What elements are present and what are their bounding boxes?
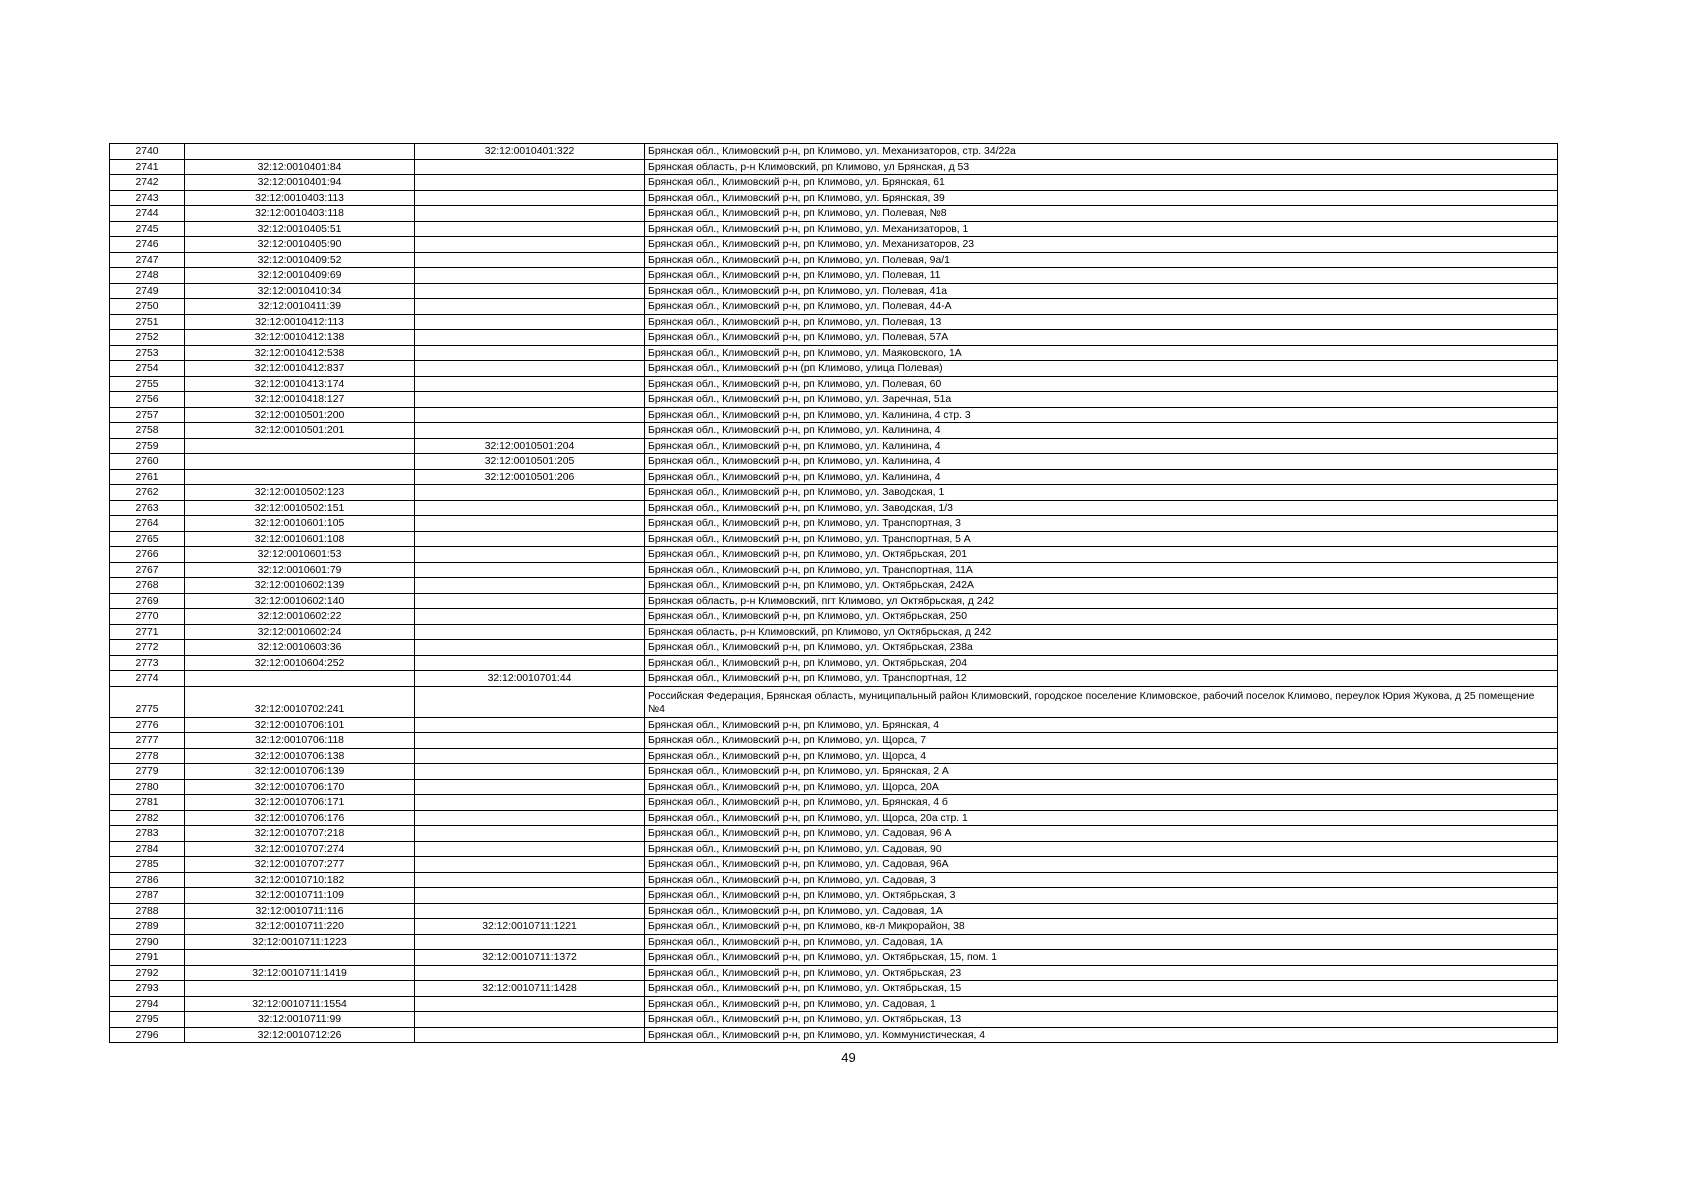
table-row	[110, 221, 1558, 237]
cadastral-number: 32:12:0010412:113	[185, 314, 415, 330]
cadastral-number-secondary	[415, 268, 645, 284]
table-row	[110, 965, 1558, 981]
cadastral-number-secondary	[415, 345, 645, 361]
row-number: 2741	[110, 159, 185, 175]
cadastral-number: 32:12:0010706:170	[185, 779, 415, 795]
table-row	[110, 934, 1558, 950]
address-cell: Брянская обл., Климовский р-н, рп Климово, ул. Полевая, №8	[645, 206, 1558, 222]
table-row	[110, 779, 1558, 795]
address-cell: Брянская обл., Климовский р-н, рп Климово, ул. Полевая, 9а/1	[645, 252, 1558, 268]
address-cell: Брянская обл., Климовский р-н, рп Климово, ул. Полевая, 57А	[645, 330, 1558, 346]
cadastral-number-secondary	[415, 314, 645, 330]
row-number: 2746	[110, 237, 185, 253]
table-row	[110, 841, 1558, 857]
cadastral-number-secondary: 32:12:0010501:205	[415, 454, 645, 470]
cadastral-number: 32:12:0010604:252	[185, 655, 415, 671]
cadastral-number: 32:12:0010602:24	[185, 624, 415, 640]
table-row	[110, 438, 1558, 454]
cadastral-number: 32:12:0010403:113	[185, 190, 415, 206]
cadastral-number: 32:12:0010710:182	[185, 872, 415, 888]
cadastral-number-secondary	[415, 407, 645, 423]
address-cell: Брянская обл., Климовский р-н, рп Климово, ул. Заречная, 51а	[645, 392, 1558, 408]
row-number: 2770	[110, 609, 185, 625]
row-number: 2781	[110, 795, 185, 811]
cadastral-number-secondary	[415, 826, 645, 842]
cadastral-number-secondary	[415, 1012, 645, 1028]
row-number: 2761	[110, 469, 185, 485]
table-row	[110, 485, 1558, 501]
address-cell: Брянская обл., Климовский р-н, рп Климово, ул. Садовая, 3	[645, 872, 1558, 888]
address-cell: Брянская обл., Климовский р-н, рп Климово, ул. Щорса, 4	[645, 748, 1558, 764]
property-table	[109, 143, 1558, 1043]
cadastral-number-secondary	[415, 252, 645, 268]
table-row	[110, 593, 1558, 609]
cadastral-number: 32:12:0010412:837	[185, 361, 415, 377]
cadastral-number	[185, 671, 415, 687]
row-number: 2751	[110, 314, 185, 330]
row-number: 2788	[110, 903, 185, 919]
cadastral-number	[185, 981, 415, 997]
cadastral-number: 32:12:0010602:139	[185, 578, 415, 594]
cadastral-number-secondary	[415, 221, 645, 237]
row-number: 2790	[110, 934, 185, 950]
table-row	[110, 950, 1558, 966]
page-number: 49	[841, 1050, 856, 1065]
row-number: 2750	[110, 299, 185, 315]
cadastral-number: 32:12:0010707:218	[185, 826, 415, 842]
cadastral-number: 32:12:0010405:90	[185, 237, 415, 253]
cadastral-number: 32:12:0010601:105	[185, 516, 415, 532]
cadastral-number-secondary	[415, 1027, 645, 1043]
row-number: 2748	[110, 268, 185, 284]
table-row	[110, 609, 1558, 625]
row-number: 2793	[110, 981, 185, 997]
row-number: 2768	[110, 578, 185, 594]
table-row	[110, 268, 1558, 284]
row-number: 2759	[110, 438, 185, 454]
cadastral-number-secondary	[415, 733, 645, 749]
table-row	[110, 345, 1558, 361]
row-number: 2744	[110, 206, 185, 222]
cadastral-number-secondary	[415, 810, 645, 826]
row-number: 2785	[110, 857, 185, 873]
cadastral-number: 32:12:0010711:220	[185, 919, 415, 935]
row-number: 2769	[110, 593, 185, 609]
address-cell: Брянская область, р-н Климовский, пгт Климово, ул Октябрьская, д 242	[645, 593, 1558, 609]
cadastral-number-secondary: 32:12:0010501:206	[415, 469, 645, 485]
cadastral-number-secondary	[415, 686, 645, 717]
address-cell: Брянская обл., Климовский р-н, рп Климово, ул. Садовая, 1	[645, 996, 1558, 1012]
address-cell: Брянская обл., Климовский р-н, рп Климово, ул. Маяковского, 1А	[645, 345, 1558, 361]
cadastral-number: 32:12:0010412:138	[185, 330, 415, 346]
cadastral-number: 32:12:0010418:127	[185, 392, 415, 408]
row-number: 2765	[110, 531, 185, 547]
cadastral-number-secondary	[415, 392, 645, 408]
table-row	[110, 655, 1558, 671]
cadastral-number-secondary	[415, 640, 645, 656]
row-number: 2767	[110, 562, 185, 578]
table-row	[110, 686, 1558, 717]
row-number: 2777	[110, 733, 185, 749]
cadastral-number-secondary: 32:12:0010501:204	[415, 438, 645, 454]
address-cell: Брянская обл., Климовский р-н, рп Климово, ул. Полевая, 60	[645, 376, 1558, 392]
cadastral-number: 32:12:0010603:36	[185, 640, 415, 656]
address-cell: Брянская обл., Климовский р-н, рп Климово, ул. Щорса, 20А	[645, 779, 1558, 795]
table-row	[110, 206, 1558, 222]
cadastral-number: 32:12:0010706:118	[185, 733, 415, 749]
cadastral-number: 32:12:0010401:84	[185, 159, 415, 175]
cadastral-number: 32:12:0010601:53	[185, 547, 415, 563]
row-number: 2740	[110, 144, 185, 160]
cadastral-number-secondary	[415, 547, 645, 563]
table-row	[110, 795, 1558, 811]
cadastral-number-secondary	[415, 361, 645, 377]
address-cell: Брянская обл., Климовский р-н, рп Климово, ул. Калинина, 4 стр. 3	[645, 407, 1558, 423]
cadastral-number-secondary: 32:12:0010401:322	[415, 144, 645, 160]
row-number: 2784	[110, 841, 185, 857]
cadastral-number-secondary	[415, 593, 645, 609]
cadastral-number: 32:12:0010409:69	[185, 268, 415, 284]
cadastral-number-secondary: 32:12:0010701:44	[415, 671, 645, 687]
row-number: 2772	[110, 640, 185, 656]
table-row	[110, 748, 1558, 764]
cadastral-number-secondary	[415, 578, 645, 594]
cadastral-number-secondary	[415, 857, 645, 873]
cadastral-number-secondary	[415, 531, 645, 547]
table-body	[110, 144, 1558, 1043]
table-row	[110, 159, 1558, 175]
address-cell: Брянская обл., Климовский р-н, рп Климово, ул. Полевая, 11	[645, 268, 1558, 284]
row-number: 2783	[110, 826, 185, 842]
table-row	[110, 1027, 1558, 1043]
cadastral-number: 32:12:0010711:99	[185, 1012, 415, 1028]
row-number: 2795	[110, 1012, 185, 1028]
row-number: 2757	[110, 407, 185, 423]
table-row	[110, 857, 1558, 873]
cadastral-number-secondary: 32:12:0010711:1428	[415, 981, 645, 997]
cadastral-number: 32:12:0010501:201	[185, 423, 415, 439]
cadastral-number-secondary	[415, 965, 645, 981]
cadastral-number: 32:12:0010502:123	[185, 485, 415, 501]
table-row	[110, 810, 1558, 826]
address-cell: Брянская обл., Климовский р-н, рп Климово, ул. Щорса, 20а стр. 1	[645, 810, 1558, 826]
cadastral-number: 32:12:0010409:52	[185, 252, 415, 268]
row-number: 2755	[110, 376, 185, 392]
cadastral-number: 32:12:0010711:1223	[185, 934, 415, 950]
cadastral-number-secondary	[415, 190, 645, 206]
address-cell: Брянская обл., Климовский р-н, рп Климово, ул. Заводская, 1	[645, 485, 1558, 501]
address-cell: Брянская обл., Климовский р-н, рп Климово, ул. Садовая, 1А	[645, 934, 1558, 950]
cadastral-number	[185, 438, 415, 454]
address-cell: Российская Федерация, Брянская область, муниципальный район Климовский, городское поселение Климовское, рабочий поселок Климово, переулок Юрия Жукова, д 25 помещение №4	[645, 686, 1558, 717]
table-row	[110, 299, 1558, 315]
table-row	[110, 330, 1558, 346]
table-row	[110, 531, 1558, 547]
cadastral-number: 32:12:0010403:118	[185, 206, 415, 222]
table-row	[110, 376, 1558, 392]
cadastral-number-secondary	[415, 609, 645, 625]
cadastral-number-secondary	[415, 562, 645, 578]
table-row	[110, 624, 1558, 640]
address-cell: Брянская обл., Климовский р-н, рп Климово, ул. Садовая, 96А	[645, 857, 1558, 873]
cadastral-number: 32:12:0010602:22	[185, 609, 415, 625]
address-cell: Брянская обл., Климовский р-н, рп Климово, ул. Октябрьская, 23	[645, 965, 1558, 981]
row-number: 2747	[110, 252, 185, 268]
cadastral-number-secondary	[415, 175, 645, 191]
row-number: 2766	[110, 547, 185, 563]
cadastral-number: 32:12:0010601:79	[185, 562, 415, 578]
table-row	[110, 1012, 1558, 1028]
address-cell: Брянская обл., Климовский р-н, рп Климово, ул. Октябрьская, 250	[645, 609, 1558, 625]
cadastral-number: 32:12:0010702:241	[185, 686, 415, 717]
cadastral-number-secondary	[415, 779, 645, 795]
table-row	[110, 423, 1558, 439]
cadastral-number: 32:12:0010411:39	[185, 299, 415, 315]
cadastral-number-secondary	[415, 795, 645, 811]
cadastral-number: 32:12:0010401:94	[185, 175, 415, 191]
cadastral-number-secondary	[415, 888, 645, 904]
address-cell: Брянская обл., Климовский р-н, рп Климово, ул. Коммунистическая, 4	[645, 1027, 1558, 1043]
row-number: 2760	[110, 454, 185, 470]
table-row	[110, 671, 1558, 687]
row-number: 2752	[110, 330, 185, 346]
cadastral-number-secondary	[415, 376, 645, 392]
address-cell: Брянская область, р-н Климовский, рп Климово, ул Октябрьская, д 242	[645, 624, 1558, 640]
address-cell: Брянская обл., Климовский р-н, рп Климово, ул. Брянская, 61	[645, 175, 1558, 191]
address-cell: Брянская обл., Климовский р-н, рп Климово, ул. Октябрьская, 238а	[645, 640, 1558, 656]
table-row	[110, 314, 1558, 330]
row-number: 2762	[110, 485, 185, 501]
cadastral-number-secondary	[415, 841, 645, 857]
address-cell: Брянская обл., Климовский р-н, рп Климово, ул. Октябрьская, 204	[645, 655, 1558, 671]
cadastral-number-secondary	[415, 206, 645, 222]
cadastral-number-secondary	[415, 872, 645, 888]
address-cell: Брянская обл., Климовский р-н, рп Климово, кв-л Микрорайон, 38	[645, 919, 1558, 935]
cadastral-number-secondary	[415, 283, 645, 299]
address-cell: Брянская обл., Климовский р-н, рп Климово, ул. Щорса, 7	[645, 733, 1558, 749]
table-row	[110, 733, 1558, 749]
table-row	[110, 392, 1558, 408]
row-number: 2764	[110, 516, 185, 532]
cadastral-number-secondary	[415, 237, 645, 253]
cadastral-number-secondary	[415, 423, 645, 439]
cadastral-number-secondary	[415, 624, 645, 640]
address-cell: Брянская обл., Климовский р-н, рп Климово, ул. Транспортная, 3	[645, 516, 1558, 532]
cadastral-number: 32:12:0010712:26	[185, 1027, 415, 1043]
table-row	[110, 547, 1558, 563]
row-number: 2763	[110, 500, 185, 516]
cadastral-number: 32:12:0010706:176	[185, 810, 415, 826]
row-number: 2756	[110, 392, 185, 408]
address-cell: Брянская обл., Климовский р-н, рп Климово, ул. Садовая, 1А	[645, 903, 1558, 919]
cadastral-number-secondary	[415, 748, 645, 764]
cadastral-number-secondary	[415, 516, 645, 532]
address-cell: Брянская обл., Климовский р-н, рп Климово, ул. Брянская, 4 б	[645, 795, 1558, 811]
cadastral-number	[185, 454, 415, 470]
address-cell: Брянская область, р-н Климовский, рп Климово, ул Брянская, д 53	[645, 159, 1558, 175]
address-cell: Брянская обл., Климовский р-н, рп Климово, ул. Полевая, 13	[645, 314, 1558, 330]
table-row	[110, 640, 1558, 656]
address-cell: Брянская обл., Климовский р-н, рп Климово, ул. Октябрьская, 15, пом. 1	[645, 950, 1558, 966]
row-number: 2749	[110, 283, 185, 299]
table-row	[110, 981, 1558, 997]
cadastral-number: 32:12:0010501:200	[185, 407, 415, 423]
address-cell: Брянская обл., Климовский р-н, рп Климово, ул. Механизаторов, 23	[645, 237, 1558, 253]
address-cell: Брянская обл., Климовский р-н, рп Климово, ул. Октябрьская, 15	[645, 981, 1558, 997]
cadastral-number: 32:12:0010711:109	[185, 888, 415, 904]
cadastral-number: 32:12:0010413:174	[185, 376, 415, 392]
table-row	[110, 826, 1558, 842]
row-number: 2782	[110, 810, 185, 826]
address-cell: Брянская обл., Климовский р-н, рп Климово, ул. Калинина, 4	[645, 469, 1558, 485]
row-number: 2776	[110, 717, 185, 733]
cadastral-number: 32:12:0010711:1554	[185, 996, 415, 1012]
row-number: 2753	[110, 345, 185, 361]
row-number: 2787	[110, 888, 185, 904]
cadastral-number: 32:12:0010706:101	[185, 717, 415, 733]
address-cell: Брянская обл., Климовский р-н, рп Климово, ул. Октябрьская, 201	[645, 547, 1558, 563]
row-number: 2754	[110, 361, 185, 377]
cadastral-number-secondary: 32:12:0010711:1221	[415, 919, 645, 935]
cadastral-number: 32:12:0010706:138	[185, 748, 415, 764]
address-cell: Брянская обл., Климовский р-н, рп Климово, ул. Механизаторов, стр. 34/22а	[645, 144, 1558, 160]
address-cell: Брянская обл., Климовский р-н (рп Климово, улица Полевая)	[645, 361, 1558, 377]
address-cell: Брянская обл., Климовский р-н, рп Климово, ул. Транспортная, 11А	[645, 562, 1558, 578]
cadastral-number-secondary: 32:12:0010711:1372	[415, 950, 645, 966]
cadastral-number: 32:12:0010707:277	[185, 857, 415, 873]
row-number: 2745	[110, 221, 185, 237]
address-cell: Брянская обл., Климовский р-н, рп Климово, ул. Полевая, 44-А	[645, 299, 1558, 315]
cadastral-number-secondary	[415, 717, 645, 733]
address-cell: Брянская обл., Климовский р-н, рп Климово, ул. Брянская, 2 А	[645, 764, 1558, 780]
row-number: 2775	[110, 686, 185, 717]
table-row	[110, 872, 1558, 888]
address-cell: Брянская обл., Климовский р-н, рп Климово, ул. Октябрьская, 3	[645, 888, 1558, 904]
table-row	[110, 888, 1558, 904]
row-number: 2796	[110, 1027, 185, 1043]
row-number: 2758	[110, 423, 185, 439]
row-number: 2780	[110, 779, 185, 795]
row-number: 2791	[110, 950, 185, 966]
table-row	[110, 903, 1558, 919]
table-row	[110, 469, 1558, 485]
address-cell: Брянская обл., Климовский р-н, рп Климово, ул. Калинина, 4	[645, 423, 1558, 439]
cadastral-number-secondary	[415, 655, 645, 671]
table-row	[110, 144, 1558, 160]
cadastral-number	[185, 469, 415, 485]
cadastral-number-secondary	[415, 934, 645, 950]
cadastral-number-secondary	[415, 330, 645, 346]
cadastral-number-secondary	[415, 903, 645, 919]
table-row	[110, 283, 1558, 299]
cadastral-number: 32:12:0010405:51	[185, 221, 415, 237]
cadastral-number: 32:12:0010707:274	[185, 841, 415, 857]
row-number: 2771	[110, 624, 185, 640]
address-cell: Брянская обл., Климовский р-н, рп Климово, ул. Садовая, 96 А	[645, 826, 1558, 842]
row-number: 2779	[110, 764, 185, 780]
cadastral-number-secondary	[415, 996, 645, 1012]
cadastral-number	[185, 950, 415, 966]
address-cell: Брянская обл., Климовский р-н, рп Климово, ул. Калинина, 4	[645, 438, 1558, 454]
row-number: 2786	[110, 872, 185, 888]
address-cell: Брянская обл., Климовский р-н, рп Климово, ул. Октябрьская, 242А	[645, 578, 1558, 594]
cadastral-number: 32:12:0010706:171	[185, 795, 415, 811]
cadastral-number: 32:12:0010502:151	[185, 500, 415, 516]
table-row	[110, 407, 1558, 423]
row-number: 2792	[110, 965, 185, 981]
address-cell: Брянская обл., Климовский р-н, рп Климово, ул. Механизаторов, 1	[645, 221, 1558, 237]
address-cell: Брянская обл., Климовский р-н, рп Климово, ул. Октябрьская, 13	[645, 1012, 1558, 1028]
table-row	[110, 764, 1558, 780]
address-cell: Брянская обл., Климовский р-н, рп Климово, ул. Полевая, 41а	[645, 283, 1558, 299]
table-row	[110, 996, 1558, 1012]
table-row	[110, 717, 1558, 733]
address-cell: Брянская обл., Климовский р-н, рп Климово, ул. Калинина, 4	[645, 454, 1558, 470]
cadastral-number: 32:12:0010412:538	[185, 345, 415, 361]
table-row	[110, 175, 1558, 191]
cadastral-number: 32:12:0010601:108	[185, 531, 415, 547]
address-cell: Брянская обл., Климовский р-н, рп Климово, ул. Заводская, 1/3	[645, 500, 1558, 516]
cadastral-number-secondary	[415, 764, 645, 780]
table-row	[110, 562, 1558, 578]
row-number: 2778	[110, 748, 185, 764]
table-row	[110, 237, 1558, 253]
table-row	[110, 919, 1558, 935]
row-number: 2794	[110, 996, 185, 1012]
table-row	[110, 190, 1558, 206]
cadastral-number-secondary	[415, 500, 645, 516]
table-row	[110, 578, 1558, 594]
address-cell: Брянская обл., Климовский р-н, рп Климово, ул. Садовая, 90	[645, 841, 1558, 857]
table-row	[110, 252, 1558, 268]
address-cell: Брянская обл., Климовский р-н, рп Климово, ул. Транспортная, 12	[645, 671, 1558, 687]
cadastral-number-secondary	[415, 299, 645, 315]
table-row	[110, 361, 1558, 377]
address-cell: Брянская обл., Климовский р-н, рп Климово, ул. Брянская, 39	[645, 190, 1558, 206]
table-row	[110, 516, 1558, 532]
row-number: 2742	[110, 175, 185, 191]
address-cell: Брянская обл., Климовский р-н, рп Климово, ул. Брянская, 4	[645, 717, 1558, 733]
row-number: 2743	[110, 190, 185, 206]
cadastral-number: 32:12:0010711:116	[185, 903, 415, 919]
row-number: 2789	[110, 919, 185, 935]
row-number: 2773	[110, 655, 185, 671]
address-cell: Брянская обл., Климовский р-н, рп Климово, ул. Транспортная, 5 А	[645, 531, 1558, 547]
cadastral-number	[185, 144, 415, 160]
row-number: 2774	[110, 671, 185, 687]
cadastral-number: 32:12:0010410:34	[185, 283, 415, 299]
cadastral-number-secondary	[415, 159, 645, 175]
cadastral-number-secondary	[415, 485, 645, 501]
table-row	[110, 454, 1558, 470]
cadastral-number: 32:12:0010711:1419	[185, 965, 415, 981]
cadastral-number: 32:12:0010602:140	[185, 593, 415, 609]
table-row	[110, 500, 1558, 516]
cadastral-number: 32:12:0010706:139	[185, 764, 415, 780]
